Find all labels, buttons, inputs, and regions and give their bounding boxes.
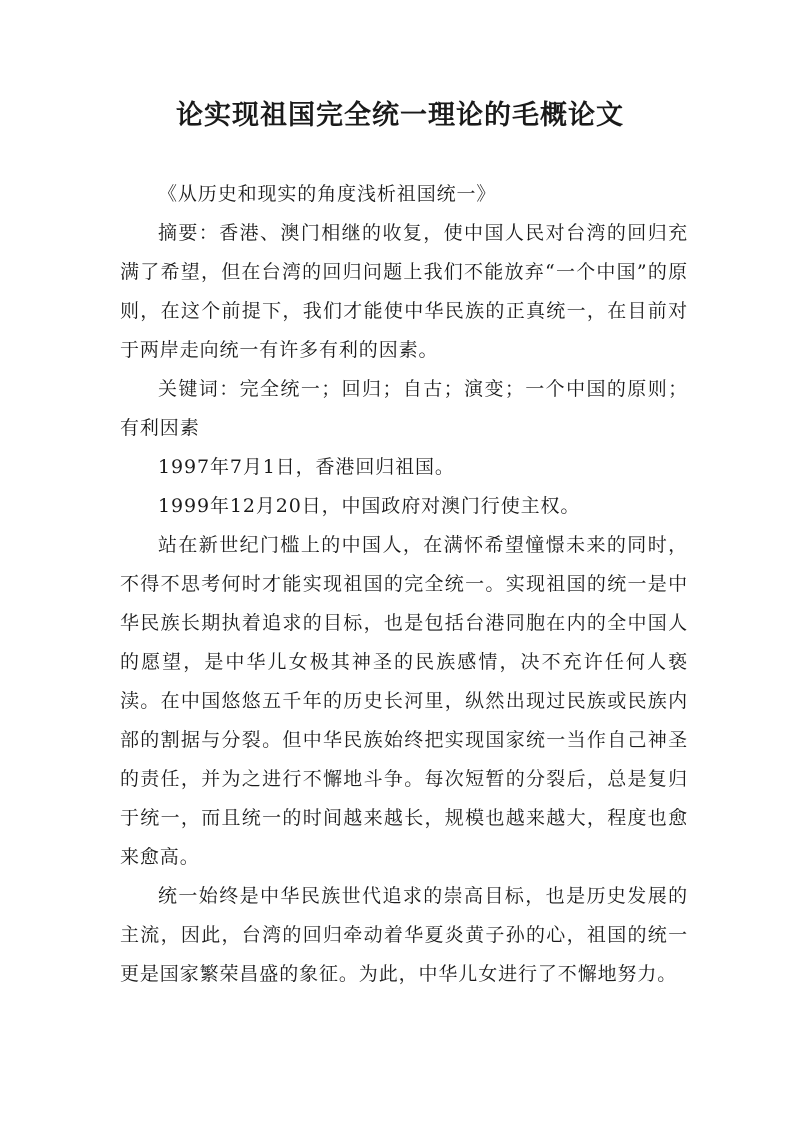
- paragraph-body-2: 统一始终是中华民族世代追求的崇高目标，也是历史发展的主流，因此，台湾的回归牵动着华夏炎黄子孙的心，祖国的统一更是国家繁荣昌盛的象征。为此，中华儿女进行了不懈地努力。: [120, 885, 688, 985]
- paragraph-macau-date: 1999年12月20日，中国政府对澳门行使主权。: [158, 495, 581, 517]
- paragraph-body-1: 站在新世纪门槛上的中国人，在满怀希望憧憬未来的同时，不得不思考何时才能实现祖国的完全统一。实现祖国的统一是中华民族长期执着追求的目标，也是包括台港同胞在内的全中国人的愿望，是中华儿女极其神圣的民族感情，决不充许任何人亵渎。在中国悠悠五千年的历史长河里，纵然出现过民族或民族内部的割据与分裂。但中华民族始终把实现国家统一当作自己神圣的责任，并为之进行不懈地斗争。每次短暂的分裂后，总是复归于统一，而且统一的时间越来越长，规模也越来越大，程度也愈来愈高。: [120, 534, 688, 868]
- paragraph-hongkong-date: 1997年7月1日，香港回归祖国。: [158, 456, 455, 478]
- paragraph-subtitle: 《从历史和现实的角度浅析祖国统一》: [158, 183, 497, 205]
- document-body: [120, 175, 688, 994]
- paragraph-keywords: 关键词：完全统一；回归；自古；演变；一个中国的原则；有利因素: [120, 378, 688, 439]
- document-title: 论实现祖国完全统一理论的毛概论文: [176, 100, 624, 131]
- paragraph-abstract: 摘要：香港、澳门相继的收复，使中国人民对台湾的回归充满了希望，但在台湾的回归问题上我们不能放弃“一个中国”的原则，在这个前提下，我们才能使中华民族的正真统一，在目前对于两岸走向统一有许多有利的因素。: [120, 222, 688, 361]
